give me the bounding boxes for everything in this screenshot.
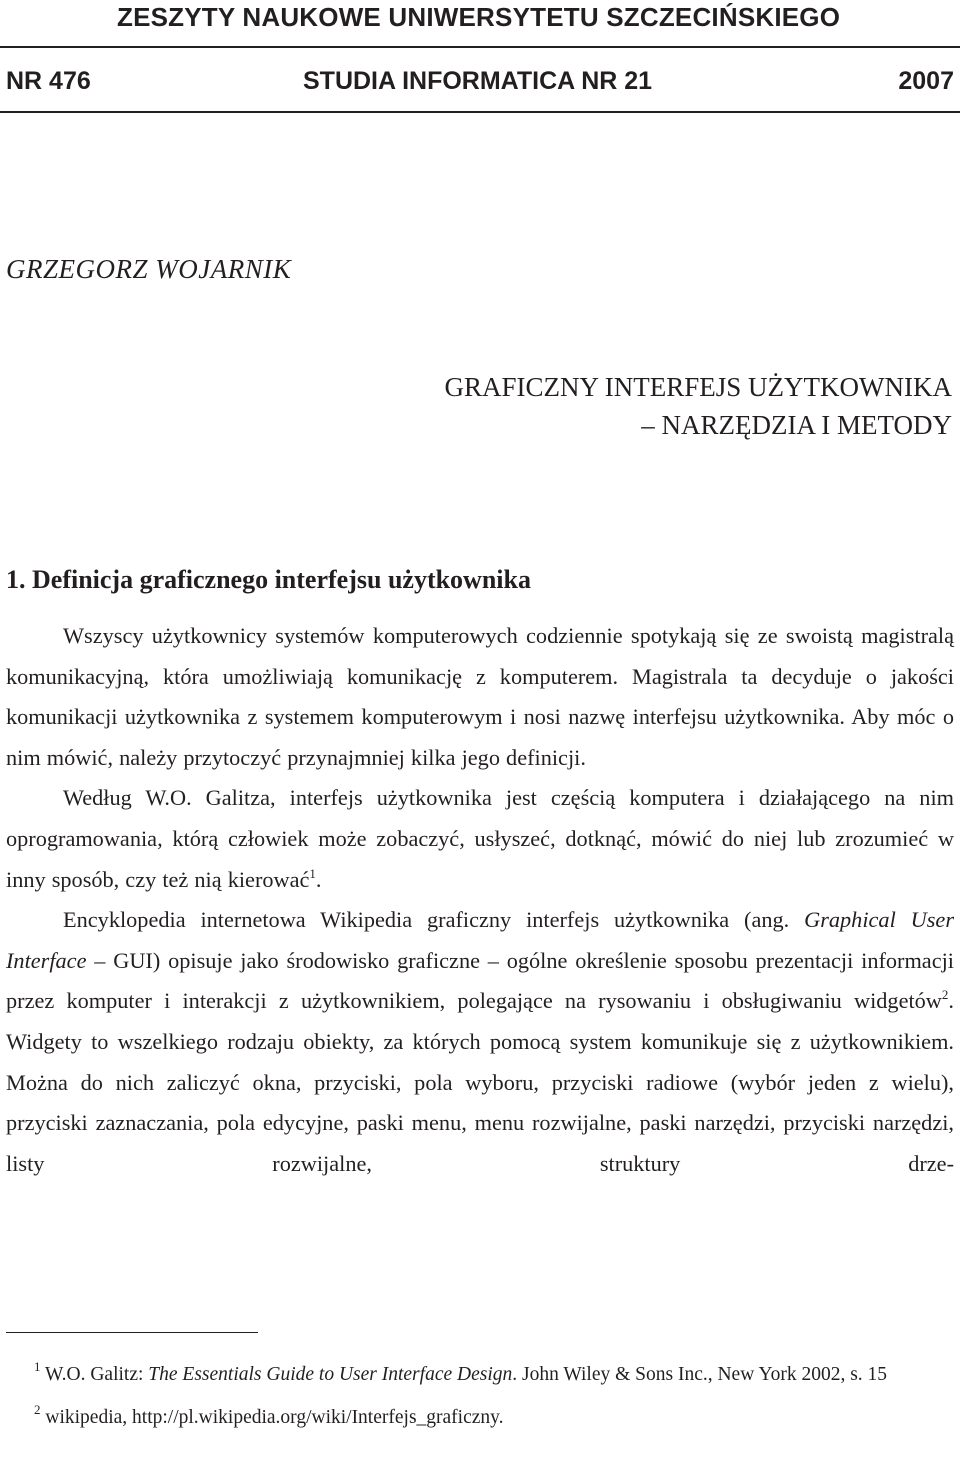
title-line-1: GRAFICZNY INTERFEJS UŻYTKOWNIKA [444,372,952,402]
series-name: STUDIA INFORMATICA NR 21 [303,67,653,95]
paragraph-3-italic: Graphical User Interface [6,907,954,973]
journal-title: ZESZYTY NAUKOWE UNIWERSYTETU SZCZECIŃSKIEGO [117,2,841,32]
footnote-1-number: 1 [34,1359,41,1374]
footnote-ref-1: 1 [309,865,316,881]
author-name: GRZEGORZ WOJARNIK [6,254,292,284]
issue-year: 2007 [898,67,954,95]
paragraph-3-a: Encyklopedia internetowa Wikipedia graficzny interfejs użytkownika (ang. [63,907,805,933]
footnote-2-number: 2 [34,1402,41,1417]
footnote-2-text: wikipedia, http://pl.wikipedia.org/wiki/Interfejs_graficzny. [40,1407,504,1428]
footnote-1-pre: W.O. Galitz: [40,1364,149,1385]
footnote-1 [6,1360,954,1389]
paragraph-3-c: . Widgety to wszelkiego rodzaju obiekty, za których pomocą system komunikuje się z użytkownikiem. Można do nich zaliczyć okna, przyciski, pola wyboru, przyciski radiowe (wybór jeden z wielu), przyciski zaznaczania, pola edycyjne, paski menu, menu rozwijalne, paski narzędzi, przyciski narzędzi, listy rozwijalne, struktury drze- [6,988,954,1176]
issue-number: NR 476 [6,67,91,95]
footnote-1-post: . John Wiley & Sons Inc., New York 2002, s. 15 [512,1364,888,1385]
footnote-ref-2: 2 [941,987,949,1003]
header-rule-bottom [0,111,960,113]
body-text [6,616,954,1184]
paragraph-3-b: – GUI) opisuje jako środowisko graficzne – ogólne określenie sposobu prezentacji informacji przez komputer i interakcji z użytkownikiem, polegające na rysowaniu i obsługiwaniu widgetów [6,947,954,1014]
issue-row [6,67,954,103]
footnote-2 [6,1403,954,1432]
paragraph-2 [6,778,954,900]
paragraph-3 [6,900,954,1184]
footnote-rule [6,1332,258,1333]
title-line-2: – NARZĘDZIA I METODY [641,410,952,440]
paragraph-2-text: Według W.O. Galitza, interfejs użytkownika jest częścią komputera i działającego na nim oprogramowania, którą człowiek może zobaczyć, usłyszeć, dotknąć, mówić do niej lub zrozumieć w inny sposób, czy też nią kierować [6,785,954,892]
paragraph-1: Wszyscy użytkownicy systemów komputerowych codziennie spotykają się ze swoistą magistralą komunikacyjną, która umożliwiają komunikację z komputerem. Magistrala ta decyduje o jakości komunikacji użytkownika z systemem komputerowym i nosi nazwę interfejsu użytkownika. Aby móc o nim mówić, należy przytoczyć przynajmniej kilka jego definicji. [6,623,954,770]
header-rule-top [0,46,960,48]
footnote-1-italic: The Essentials Guide to User Interface Design [148,1364,513,1385]
footnotes [6,1360,954,1446]
section-heading: 1. Definicja graficznego interfejsu użytkownika [6,565,531,594]
paragraph-2-end: . [315,866,322,892]
article-title [0,368,952,444]
